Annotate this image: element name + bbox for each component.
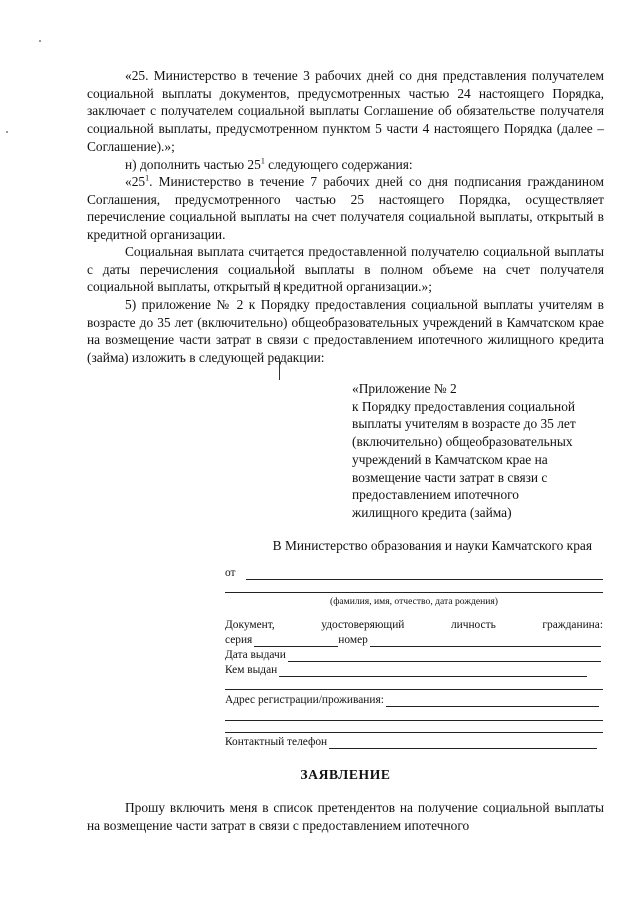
from-caption: (фамилия, имя, отчество, дата рождения) — [330, 596, 498, 607]
series-number-row — [225, 633, 603, 647]
appendix-line: возмещение части затрат в связи с — [352, 469, 548, 485]
address-field-line-3[interactable] — [225, 732, 603, 733]
paragraph-25-1-prefix: «25 — [125, 174, 146, 189]
appendix-line: жилищного кредита (займа) — [352, 504, 512, 520]
text-cursor — [278, 256, 279, 272]
from-field-line-2[interactable] — [225, 592, 603, 593]
appendix-line: предоставлением ипотечного — [352, 487, 520, 503]
number-label: номер — [338, 634, 368, 646]
address-label: Адрес регистрации/проживания: — [225, 694, 384, 706]
text-cursor — [279, 358, 280, 380]
text-cursor — [279, 282, 280, 294]
address-field[interactable] — [386, 695, 599, 707]
superscript: 1 — [260, 156, 265, 166]
paragraph-25-1 — [87, 173, 604, 244]
from-row — [225, 566, 603, 580]
appendix-line: выплаты учителям в возрасте до 35 лет — [352, 416, 576, 432]
address-row — [225, 693, 603, 707]
issue-date-label: Дата выдачи — [225, 649, 286, 661]
appendix-line: «Приложение № 2 — [352, 381, 457, 396]
issue-date-field[interactable] — [288, 650, 601, 662]
statement-body: Прошу включить меня в список претендентов на получение социальной выплаты на возмещение части затрат в связи с предоставлением ипотечного — [87, 800, 604, 833]
document-word: личность — [450, 619, 496, 631]
phone-label: Контактный телефон — [225, 736, 328, 748]
paragraph-appendix-2: 5) приложение № 2 к Порядку предоставления социальной выплаты учителям в возрасте до 35 лет (включительно) общеобразовательных учреждений в Камчатском крае на возмещение части затрат в связи с предоставлением ипотечного жилищного кредита (займа) изложить в следующей редакции: — [87, 297, 604, 366]
addressee: В Министерство образования и науки Камчатского края — [272, 538, 592, 553]
issue-date-row — [225, 648, 603, 662]
paragraph-25-1-text: . Министерство в течение 7 рабочих дней со дня подписания гражданином Соглашения, предусмотренного частью 25 настоящего Порядка, осуществляет перечисление социальной выплаты на счет получателя социальной выплаты, открытый в кредитной организации. — [87, 174, 604, 243]
series-label: серия — [225, 634, 253, 646]
issued-by-row — [225, 663, 603, 677]
from-label: от — [225, 567, 236, 579]
phone-row — [225, 735, 603, 749]
appendix-line: к Порядку предоставления социальной — [352, 398, 576, 414]
document-word: Документ, — [225, 619, 275, 631]
scan-speck — [39, 40, 41, 42]
issued-by-field-line-2[interactable] — [225, 689, 603, 690]
document-word: гражданина: — [542, 619, 603, 631]
identity-document-row — [225, 619, 603, 631]
phone-field[interactable] — [329, 737, 597, 749]
paragraph-add-part — [125, 156, 413, 174]
scan-speck — [6, 131, 8, 133]
paragraph-add-part-suffix: следующего содержания: — [264, 157, 413, 172]
superscript: 1 — [145, 173, 150, 183]
issued-by-label: Кем выдан — [225, 664, 278, 676]
appendix-line: (включительно) общеобразовательных — [352, 434, 573, 450]
appendix-header — [352, 380, 608, 522]
series-field[interactable] — [254, 635, 338, 647]
paragraph-add-part-prefix: н) дополнить частью 25 — [125, 157, 261, 172]
issued-by-field[interactable] — [279, 665, 587, 677]
number-field[interactable] — [370, 635, 601, 647]
from-field[interactable] — [246, 568, 603, 580]
paragraph-payment-considered: Социальная выплата считается предоставленной получателю социальной выплаты с даты перечисления социальной выплаты в полном объеме на счет получателя социальной выплаты, открытый в кредитной организации.»; — [87, 244, 604, 295]
paragraph-25: «25. Министерство в течение 3 рабочих дней со дня представления получателем социальной выплаты документов, предусмотренных частью 24 настоящего Порядка, заключает с получателем социальной выплаты Соглашение об обязательстве получателя социальной выплаты, предусмотренном пунктом 5 части 4 настоящего Порядка (далее – Соглашение).»; — [87, 68, 604, 154]
statement-title: ЗАЯВЛЕНИЕ — [300, 767, 391, 782]
document-word: удостоверяющий — [321, 619, 405, 631]
address-field-line-2[interactable] — [225, 720, 603, 721]
appendix-line: учреждений в Камчатском крае на — [352, 451, 548, 467]
